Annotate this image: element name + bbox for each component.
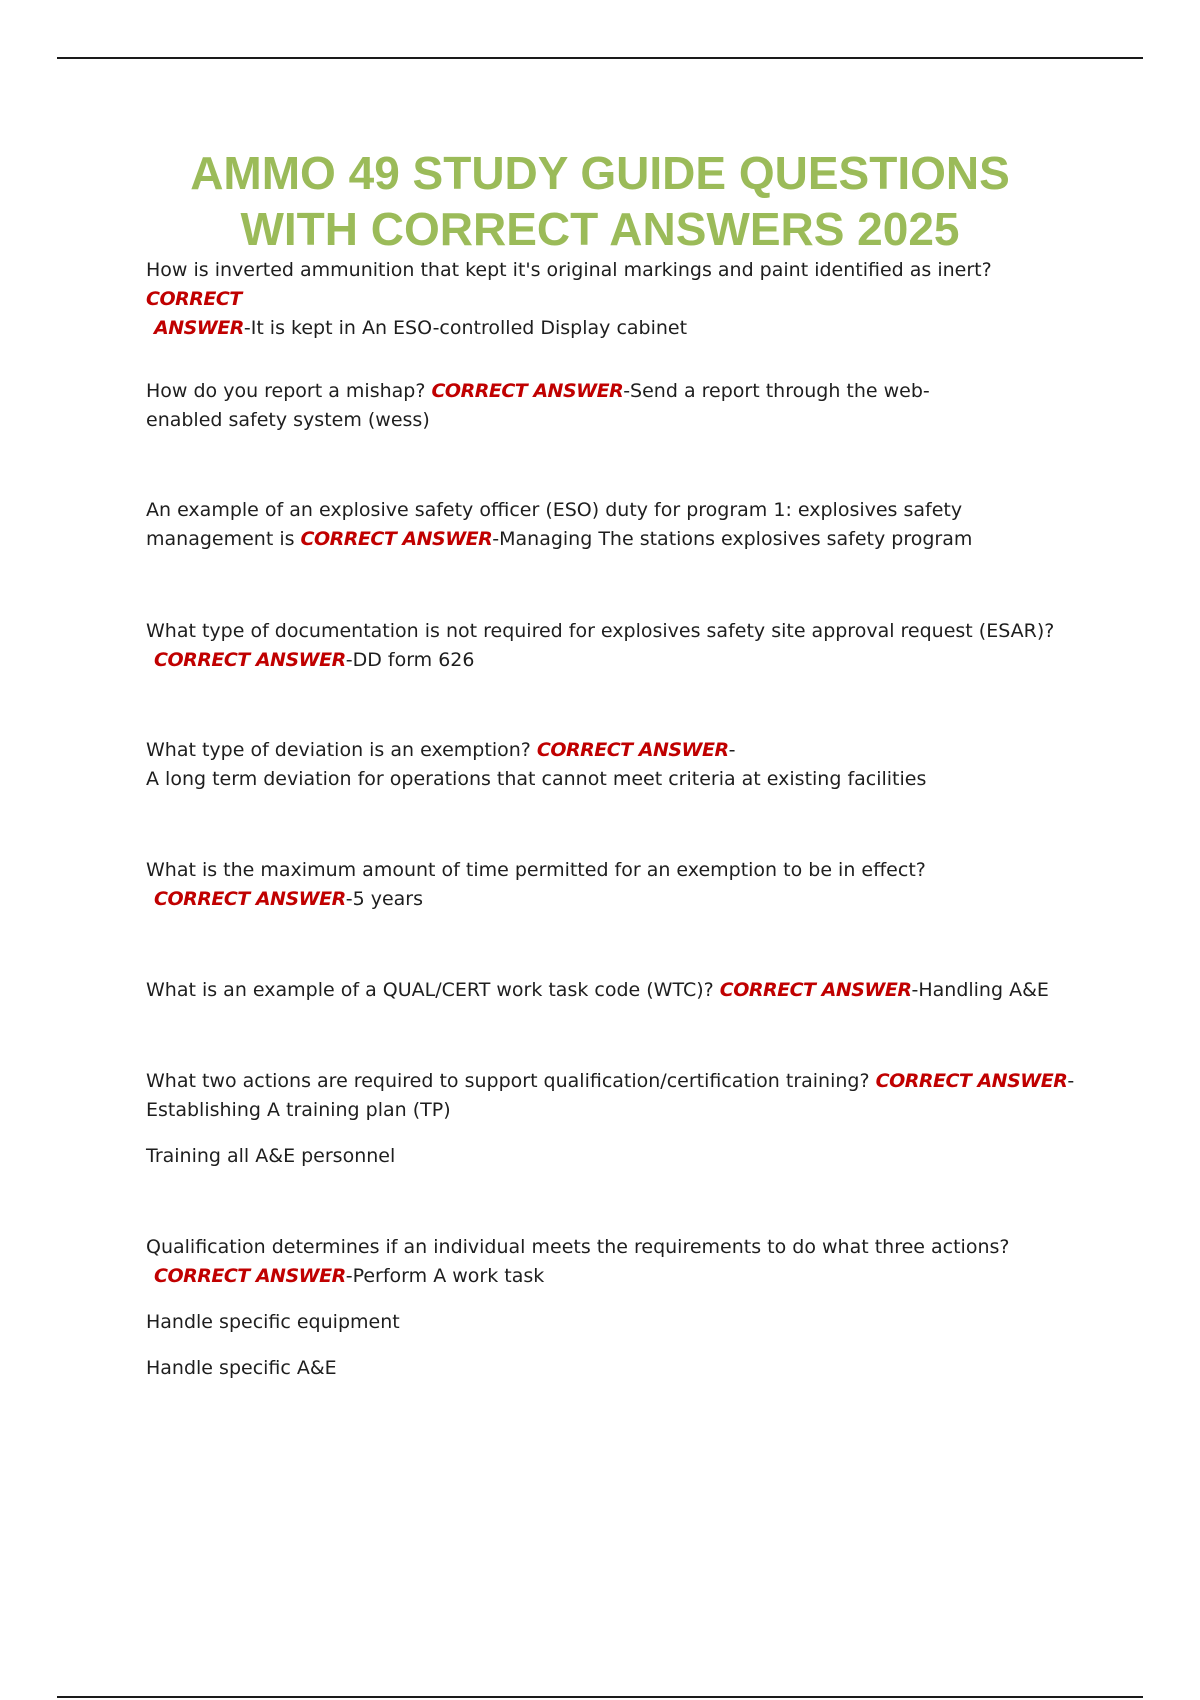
correct-answer-label: CORRECT ANSWER	[300, 528, 493, 550]
question-text: What type of deviation is an exemption?	[146, 739, 531, 761]
question-text: An example of an explosive safety officer (ESO) duty for program 1: explosives safety management is	[146, 499, 963, 550]
qa-item-2	[146, 377, 1076, 435]
question-text: What is the maximum amount of time permitted for an exemption to be in effect?	[146, 859, 926, 881]
qa-item-4	[146, 617, 1076, 675]
title-line-2: WITH CORRECT ANSWERS 2025	[240, 203, 960, 255]
qa-item-6	[146, 856, 1076, 914]
correct-answer-label: CORRECT	[146, 288, 242, 310]
correct-answer-label: CORRECT ANSWER	[875, 1070, 1068, 1092]
question-text: How do you report a mishap?	[146, 380, 426, 402]
question-text: What is an example of a QUAL/CERT work task code (WTC)?	[146, 979, 714, 1001]
question-text: How is inverted ammunition that kept it's original markings and paint identified as inert?	[146, 259, 992, 281]
correct-answer-label: CORRECT ANSWER	[154, 649, 346, 671]
question-text: What type of documentation is not required for explosives safety site approval request (ESAR)?	[146, 620, 1055, 642]
question-text: Qualification determines if an individual meets the requirements to do what three actions?	[146, 1236, 1010, 1258]
top-rule	[57, 57, 1143, 59]
correct-answer-label: CORRECT ANSWER	[154, 888, 346, 910]
qa-item-8	[146, 1067, 1076, 1171]
answer-text-continued: Handle specific equipment	[146, 1311, 400, 1333]
qa-item-7	[146, 976, 1076, 1005]
qa-item-9	[146, 1233, 1076, 1383]
correct-answer-label: CORRECT ANSWER	[431, 380, 624, 402]
title-line-1: AMMO 49 STUDY GUIDE QUESTIONS	[190, 147, 1010, 199]
answer-text: -Send a report through the web-	[623, 380, 930, 402]
answer-text: -Handling A&E	[911, 979, 1049, 1001]
answer-text-continued: A long term deviation for operations that cannot meet criteria at existing facilities	[146, 768, 927, 790]
answer-text-continued: enabled safety system (wess)	[146, 409, 430, 431]
answer-text: -5 years	[345, 888, 423, 910]
answer-text: -It is kept in An ESO-controlled Display cabinet	[243, 317, 688, 339]
qa-item-3	[146, 496, 1076, 554]
correct-answer-label: ANSWER	[154, 317, 244, 339]
answer-text: -Perform A work task	[345, 1265, 545, 1287]
qa-item-5	[146, 736, 1076, 794]
correct-answer-label: CORRECT ANSWER	[719, 979, 912, 1001]
answer-text: -DD form 626	[345, 649, 475, 671]
answer-text-continued: Handle specific A&E	[146, 1357, 337, 1379]
answer-text: -Managing The stations explosives safety program	[492, 528, 973, 550]
question-text: What two actions are required to support qualification/certification training?	[146, 1070, 870, 1092]
correct-answer-label: CORRECT ANSWER	[154, 1265, 346, 1287]
answer-text: -	[728, 739, 736, 761]
correct-answer-label: CORRECT ANSWER	[536, 739, 729, 761]
bottom-rule	[57, 1696, 1143, 1698]
qa-item-1	[146, 256, 1076, 343]
answer-text-continued: Training all A&E personnel	[146, 1145, 396, 1167]
page-title	[100, 145, 1100, 257]
answer-text-continued: Establishing A training plan (TP)	[146, 1099, 451, 1121]
answer-text: -	[1067, 1070, 1075, 1092]
